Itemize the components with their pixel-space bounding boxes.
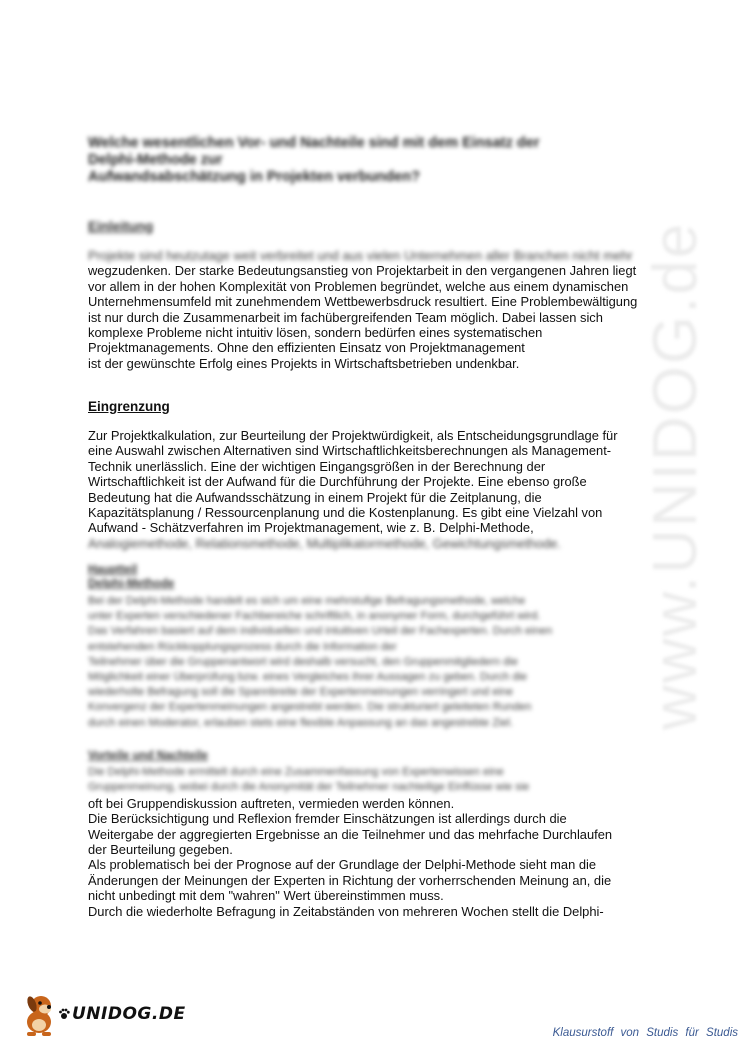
text-line: Die Berücksichtigung und Reflexion fremder Einschätzungen ist allerdings durch die xyxy=(88,811,567,827)
title-line: Delphi-Methode zur xyxy=(88,152,223,168)
text-line: Änderungen der Meinungen der Experten in Richtung der vorherrschenden Meinung an, die xyxy=(88,872,612,888)
section-vorteile xyxy=(88,765,648,919)
unidog-logo xyxy=(24,992,186,1036)
text-line: Zur Projektkalkulation, zur Beurteilung der Projektwürdigkeit, als Entscheidungsgrundlage für xyxy=(88,428,618,443)
text-line: Teilnehmer über die Gruppenantwort wird deshalb versucht, den Gruppenmitgliedern die xyxy=(88,655,518,668)
text-line: Analogiemethode, Relationsmethode, Multiplikatormethode, Gewichtungsmethode. xyxy=(88,535,561,551)
section-heading-einleitung: Einleitung xyxy=(88,219,154,234)
footer-slogan: Klausurstoff von Studis für Studis xyxy=(552,1027,738,1039)
text-line: Technik unerlässlich. Eine der wichtigen Eingangsgrößen in der Berechnung der xyxy=(88,458,546,474)
text-line: Das Verfahren basiert auf dem individuellen und intuitiven Urteil der Fachexperten. Durch einen xyxy=(88,625,553,638)
text-line: Kapazitätsplanung / Ressourcenplanung und die Kostenplanung. Es gibt eine Vielzahl von xyxy=(88,505,603,521)
text-line: nicht unbedingt mit dem "wahren" Wert übereinstimmen muss. xyxy=(88,888,444,904)
text-line: unter Experten verschiedener Fachbereiche schriftlich, in anonymer Form, durchgeführt wird. xyxy=(88,610,541,623)
text-line: Wirtschaftlichkeit ist der Aufwand für die Durchführung der Projekte. Eine ebenso große xyxy=(88,474,587,490)
text-line: Weitergabe der aggregierten Ergebnisse an die Teilnehmer und das mehrfache Durchlaufen xyxy=(88,826,613,842)
text-line: Konvergenz der Expertenmeinungen angestrebt werden. Die strukturiert geleiteten Runden xyxy=(88,701,532,714)
text-line: vor allem in der hohen Komplexität von Problemen begründet, welche aus einem dynamischen xyxy=(88,278,629,294)
text-line: durch einen Moderator, erlauben stets eine flexible Anpassung an das angestrebte Ziel. xyxy=(88,716,513,729)
text-line: entstehenden Rückkopplungsprozess durch die Information der xyxy=(88,640,397,653)
section-heading-vorteile: Vorteile und Nachteile xyxy=(88,750,208,762)
paw-icon xyxy=(58,1008,70,1020)
page-title xyxy=(88,135,648,186)
text-line: ist der gewünschte Erfolg eines Projekts in Wirtschaftsbetrieben undenkbar. xyxy=(88,355,520,371)
text-line: Durch die wiederholte Befragung in Zeitabständen von mehreren Wochen stellt die Delphi- xyxy=(88,903,604,919)
text-line: der Beurteilung gegeben. xyxy=(88,842,233,858)
dog-icon xyxy=(24,992,58,1036)
section-heading-hauptteil: Hauptteil xyxy=(88,564,138,576)
text-line: Projektmanagements. Ohne den effizienten Einsatz von Projektmanagement xyxy=(88,340,525,356)
text-line: Bedeutung hat die Aufwandsschätzung in einem Projekt für die Zeitplanung, die xyxy=(88,489,542,505)
text-line: wegzudenken. Der starke Bedeutungsanstieg von Projektarbeit in den vergangenen Jahren liegt xyxy=(88,263,637,279)
text-line: Bei der Delphi-Methode handelt es sich um eine mehrstufige Befragungsmethode, welche xyxy=(88,595,526,607)
text-line: komplexe Probleme nicht intuitiv lösen, sondern bedürfen eines systematischen xyxy=(88,325,543,341)
text-line: wiederholte Befragung soll die Spannbreite der Expertenmeinungen verringert und eine xyxy=(88,686,513,699)
text-line: oft bei Gruppendiskussion auftreten, vermieden werden können. xyxy=(88,795,455,811)
text-line: Möglichkeit einer Überprüfung bzw. eines Vergleiches ihrer Aussagen zu geben. Durch die xyxy=(88,671,528,684)
text-line: Gruppenmeinung, wobei durch die Anonymität der Teilnehmer nachteilige Einflüsse wie sie xyxy=(88,781,530,794)
text-line: Aufwand - Schätzverfahren im Projektmanagement, wie z. B. Delphi-Methode, xyxy=(88,520,534,536)
subheading-delphi-methode: Delphi-Methode xyxy=(88,578,175,590)
title-line: Welche wesentlichen Vor- und Nachteile sind mit dem Einsatz der xyxy=(88,135,540,151)
text-line: ist nur durch die Zusammenarbeit im fachübergreifenden Team möglich. Dabei lassen sich xyxy=(88,309,603,325)
section-hauptteil xyxy=(88,594,648,731)
title-line: Aufwandsabschätzung in Projekten verbunden? xyxy=(88,169,420,185)
brand-name: UNIDOG.DE xyxy=(72,1004,186,1024)
text-line: Als problematisch bei der Prognose auf der Grundlage der Delphi-Methode sieht man die xyxy=(88,857,597,873)
text-line: Unternehmensumfeld mit zunehmendem Wettbewerbsdruck resultiert. Eine Problembewältigung xyxy=(88,294,638,310)
section-eingrenzung xyxy=(88,428,648,551)
text-line: Die Delphi-Methode ermittelt durch eine Zusammenfassung von Expertenwissen eine xyxy=(88,766,504,778)
text-line: eine Auswahl zwischen Alternativen sind Wirtschaftlichkeitsberechnungen als Management- xyxy=(88,443,612,459)
watermark-text: www.UNIDOG.de xyxy=(641,221,710,730)
section-heading-eingrenzung: Eingrenzung xyxy=(88,399,170,414)
text-line: Projekte sind heutzutage weit verbreitet und aus vielen Unternehmen aller Branchen nicht mehr xyxy=(88,248,633,263)
section-einleitung xyxy=(88,248,648,371)
